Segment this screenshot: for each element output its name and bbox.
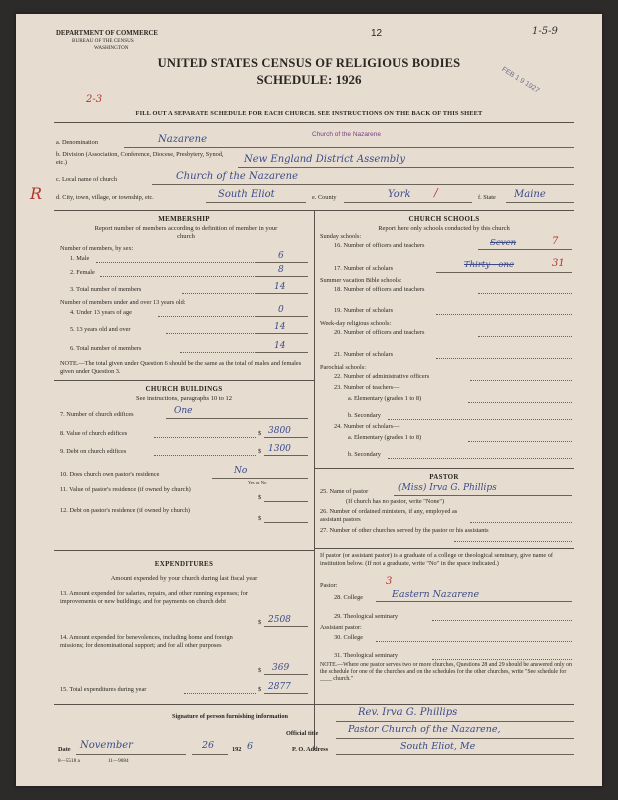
membership-note: NOTE.—The total given under Question 6 should be the same as the total of males and females given under Question 3. [60,360,302,375]
q17-label: 17. Number of scholars [334,265,394,272]
q19-label: 19. Number of scholars [334,307,394,314]
city-town-line [206,202,306,203]
q10-label: 10. Does church own pastor's residence [60,471,160,478]
q10-value[interactable]: No [234,466,248,476]
q28-mark: 3 [386,576,393,587]
date-label: Date [58,746,71,753]
date-day-value[interactable]: 26 [202,740,215,751]
q24b-label: b. Secondary [348,451,381,458]
q9-value[interactable]: 1300 [268,444,291,454]
q18-field[interactable] [478,293,572,294]
q13-label: 13. Amount expended for salaries, repairs, and other running expenses; for improvements or new buildings; and for payments on church debt [60,590,248,605]
q22-label: 22. Number of administrative officers [334,373,430,380]
q3-label: 3. Total number of members [70,286,142,293]
q3-value[interactable]: 14 [274,282,286,292]
q25-hint: (If church has no pastor, write "None") [346,498,445,505]
q7-value[interactable]: One [174,406,193,416]
q10-hint: Yes or No [248,480,267,485]
weekday-schools-label: Week-day religious schools: [320,320,392,327]
q11-label: 11. Value of pastor's residence (if owned by church) [60,486,191,493]
q17-struck-value: Thirty - one [464,260,515,270]
q26-label: 26. Number of ordained ministers, if any, employed as assistant pastors [320,508,458,523]
schools-subtitle: Report here only schools conducted by this church [378,225,510,232]
denomination-value[interactable]: Nazarene [158,134,207,145]
q29-field[interactable] [432,620,572,621]
q24a-label: a. Elementary (grades 1 to 8) [348,434,422,441]
division-label: b. Division (Association, Conference, Diocese, Presbytery, Synod, etc.) [56,151,224,166]
q14-value[interactable]: 369 [272,663,290,673]
q23b-label: b. Secondary [348,412,381,419]
q30-field[interactable] [376,641,572,642]
signature-label: Signature of person furnishing information [172,713,289,720]
q20-label: 20. Number of officers and teachers [334,329,425,336]
denomination-line [124,147,574,148]
q15-label: 15. Total expenditures during year [60,686,147,693]
local-name-line [152,184,574,185]
q23b-field[interactable] [388,419,572,420]
q7-label: 7. Number of church edifices [60,411,134,418]
denomination-stamp: Church of the Nazarene [312,131,382,138]
q12-field[interactable] [264,522,308,523]
census-schedule-sheet: DEPARTMENT OF COMMERCE BUREAU OF THE CENSUS WASHINGTON 12 1-5-9 FEB 1 9 1927 UNITED STATES CENSUS OF RELIGIOUS BODIES SCHEDULE: 1926 2-3 FILL OUT A SEPARATE SCHEDULE FOR EACH CHURCH. SEE INSTRUCTIONS ON THE BACK OF THIS SHEET a. Denomination Nazarene Church of the Nazarene b. Division (Association, Conference, Diocese, Presbytery, Synod, etc.) New England District Assembly c. Local name of church Church of the Nazarene R d. City, town, village, or township, etc. South Eliot e. County York / f. State Maine MEMBERSHIP Report number of members according to definition of member in your church Number of members, by sex: 1. Male 6 2. Female 8 3. Total number of members 14 Number of members under and over 13 years old: 4. Under 13 years of age 0 5. 13 years old and over 14 6. Total number of members 14 NOTE.—The total given under Question 6 should be the same as the total of males and females given under Question 3. CHURCH BUILDINGS See instructions, paragraphs 10 to 12 7. Number of church edifices One 8. Value of church edifices $ 3800 9. Debt on church edifices $ 1300 10. Does church own pastor's residence No Yes or No 11. Value of pastor's residence (if owned by church) $ 12. Debt on pastor's residence (if owned by church) $ EXPENDITURES Amount expended by your church during last fiscal year 13. Amount expended for salaries, repairs, and other running expenses; for improvements or new buildings; and for payments on church debt $ 2508 14. Amount expended for benevolences, including home and foreign missions; for denominational support; and for all other purposes $ 369 15. Total expenditures during year $ 2877 CHURCH SCHOOLS Report here only schools conducted by this church Sunday schools: 16. Number of officers and teachers Seven 7 17. Number of scholars Thirty - one 31 Summer vacation Bible schools: 18. Number of officers and teachers 19. Number of scholars Week-day religious schools: 20. Number of officers and teachers 21. Number of scholars Parochial schools: 22. Number of administrative officers 23. Number of teachers— a. Elementary (grades 1 to 8) b. Secondary 24. Number of scholars— a. Elementary (grades 1 to 8) b. Secondary PASTOR 25. Name of pastor (Miss) Irva G. Phillips (If church has no pastor, write "None") 26. Number of ordained ministers, if any, employed as assistant pastors 27. Number of other churches served by the pastor or his assistants If pastor (or assistant pastor) is a graduate of a college or theological seminary, give name of institution below. (If not a graduate, write "No" in the space indicated.) Pastor: 3 28. College Eastern Nazarene 29. Theological seminary Assistant pastor: 30. College 31. Theological seminary NOTE.—Where one pastor serves two or more churches, Questions 28 and 29 should be answered only on the schedule for one of the churches and on the schedules for the other churches, write "See schedule for ____ church." Signature of person furnishing information Rev. Irva G. Phillips Official title Pastor Church of the Nazarene, Date November 26 192 6 P. O. Address South Eliot, Me 8—5518 a 11—9084 [16,14,602,786]
members-by-sex-label: Number of members, by sex: [60,245,134,252]
local-name-label: c. Local name of church [56,176,118,183]
q24a-field[interactable] [468,441,572,442]
city-town-label: d. City, town, village, or township, etc. [56,194,154,201]
date-year-handwritten[interactable]: 6 [247,741,254,752]
division-value[interactable]: New England District Assembly [244,154,406,165]
pastor-subheading: Pastor: [320,582,338,589]
sunday-schools-label: Sunday schools: [320,233,362,240]
q21-label: 21. Number of scholars [334,351,394,358]
q19-field[interactable] [436,314,572,315]
membership-title: MEMBERSHIP [158,215,210,223]
po-address-label: P. O. Address [292,746,329,753]
q2-label: 2. Female [70,269,95,276]
q8-label: 8. Value of church edifices [60,430,128,437]
q31-field[interactable] [432,659,572,660]
signature-value[interactable]: Rev. Irva G. Phillips [358,707,458,718]
q24b-field[interactable] [388,458,572,459]
city-label: WASHINGTON [94,45,129,51]
q16-value[interactable]: 7 [552,236,559,247]
county-label: e. County [312,194,337,201]
denomination-label: a. Denomination [56,139,98,146]
division-line [238,167,574,168]
schedule-reference: 2-3 [86,94,103,105]
q30-label: 30. College [334,634,364,641]
members-by-age-label: Number of members under and over 13 years old: [60,299,186,306]
q12-label: 12. Debt on pastor's residence (if owned by church) [60,507,191,514]
q29-label: 29. Theological seminary [334,613,399,620]
summer-schools-label: Summer vacation Bible schools: [320,277,402,284]
q28-label: 28. College [334,594,364,601]
parochial-schools-label: Parochial schools: [320,364,366,371]
q23a-label: a. Elementary (grades 1 to 8) [348,395,422,402]
q1-label: 1. Male [70,255,90,262]
state-line [506,202,574,203]
schedule-number: 12 [371,28,383,39]
graduate-instruction: If pastor (or assistant pastor) is a graduate of a college or theological seminary, give name of institution below. (If not a graduate, write "No" in the space indicated.) [320,552,554,567]
official-title-label: Official title [286,730,319,737]
q20-field[interactable] [478,336,572,337]
q18-label: 18. Number of officers and teachers [334,286,425,293]
corner-note: 1-5-9 [532,26,558,37]
local-name-value[interactable]: Church of the Nazarene [176,171,298,182]
q22-field[interactable] [470,380,572,381]
assistant-pastor-subheading: Assistant pastor: [320,624,362,631]
q27-label: 27. Number of other churches served by the pastor or his assistants [320,527,489,534]
date-year-printed: 192 [232,746,242,753]
q26-field[interactable] [470,522,572,523]
state-value[interactable]: Maine [514,189,546,200]
q9-label: 9. Debt on church edifices [60,448,127,455]
expenditures-subtitle: Amount expended by your church during last fiscal year [110,575,258,582]
po-address-value[interactable]: South Eliot, Me [400,741,476,752]
received-date-stamp: FEB 1 9 1927 [500,66,541,95]
form-schedule-year: SCHEDULE: 1926 [256,72,362,87]
county-line [344,202,472,203]
q14-label: 14. Amount expended for benevolences, including home and foreign missions; for denominational support; and for all other purposes [60,634,233,649]
pastor-title: PASTOR [429,473,459,481]
q6-value[interactable]: 14 [274,341,286,351]
q16-struck-value: Seven [490,238,517,248]
q23a-field[interactable] [468,402,572,403]
department-label: DEPARTMENT OF COMMERCE [56,30,158,37]
q25-label: 25. Name of pastor [320,488,369,495]
q13-value[interactable]: 2508 [268,615,291,625]
schools-title: CHURCH SCHOOLS [408,215,480,223]
pastor-note: NOTE.—Where one pastor serves two or more churches, Questions 28 and 29 should be answered only on the schedule for one of the churches and on the schedules for the other churches, write "See schedule for ____ church." [320,662,572,682]
official-title-value[interactable]: Pastor Church of the Nazarene, [348,724,501,735]
q17-value[interactable]: 31 [552,258,565,269]
bureau-label: BUREAU OF THE CENSUS [72,38,134,44]
q28-value[interactable]: Eastern Nazarene [392,589,480,600]
q5-label: 5. 13 years old and over [70,326,131,333]
header-divider [54,122,574,123]
q8-value[interactable]: 3800 [268,426,291,436]
buildings-subtitle: See instructions, paragraphs 10 to 12 [135,395,233,402]
q15-value[interactable]: 2877 [268,682,291,692]
date-month-value[interactable]: November [80,740,133,751]
q31-label: 31. Theological seminary [334,652,399,659]
membership-subtitle: Report number of members according to definition of member in your church [94,225,278,240]
q24-label: 24. Number of scholars— [334,423,400,430]
q11-field[interactable] [264,501,308,502]
city-town-value[interactable]: South Eliot [218,189,275,200]
form-number-secondary: 11—9084 [108,758,129,764]
expenditures-title: EXPENDITURES [154,560,214,568]
q23-label: 23. Number of teachers— [334,384,400,391]
margin-mark: R [30,184,43,203]
q4-value[interactable]: 0 [278,305,284,315]
state-label: f. State [478,194,496,201]
column-divider [314,210,315,750]
county-value[interactable]: York [388,189,411,200]
q1-value[interactable]: 6 [278,251,284,261]
q25-value[interactable]: (Miss) Irva G. Phillips [398,483,497,493]
q5-value[interactable]: 14 [274,322,286,332]
form-instruction: FILL OUT A SEPARATE SCHEDULE FOR EACH CHURCH. SEE INSTRUCTIONS ON THE BACK OF THIS SHEET [135,110,483,117]
form-title: UNITED STATES CENSUS OF RELIGIOUS BODIES [157,56,461,70]
q2-value[interactable]: 8 [278,265,284,275]
q27-field[interactable] [454,541,572,542]
q4-label: 4. Under 13 years of age [70,309,132,316]
q21-field[interactable] [436,358,572,359]
q16-label: 16. Number of officers and teachers [334,242,425,249]
form-number: 8—5518 a [58,758,80,764]
q6-label: 6. Total number of members [70,345,142,352]
buildings-title: CHURCH BUILDINGS [145,385,223,393]
